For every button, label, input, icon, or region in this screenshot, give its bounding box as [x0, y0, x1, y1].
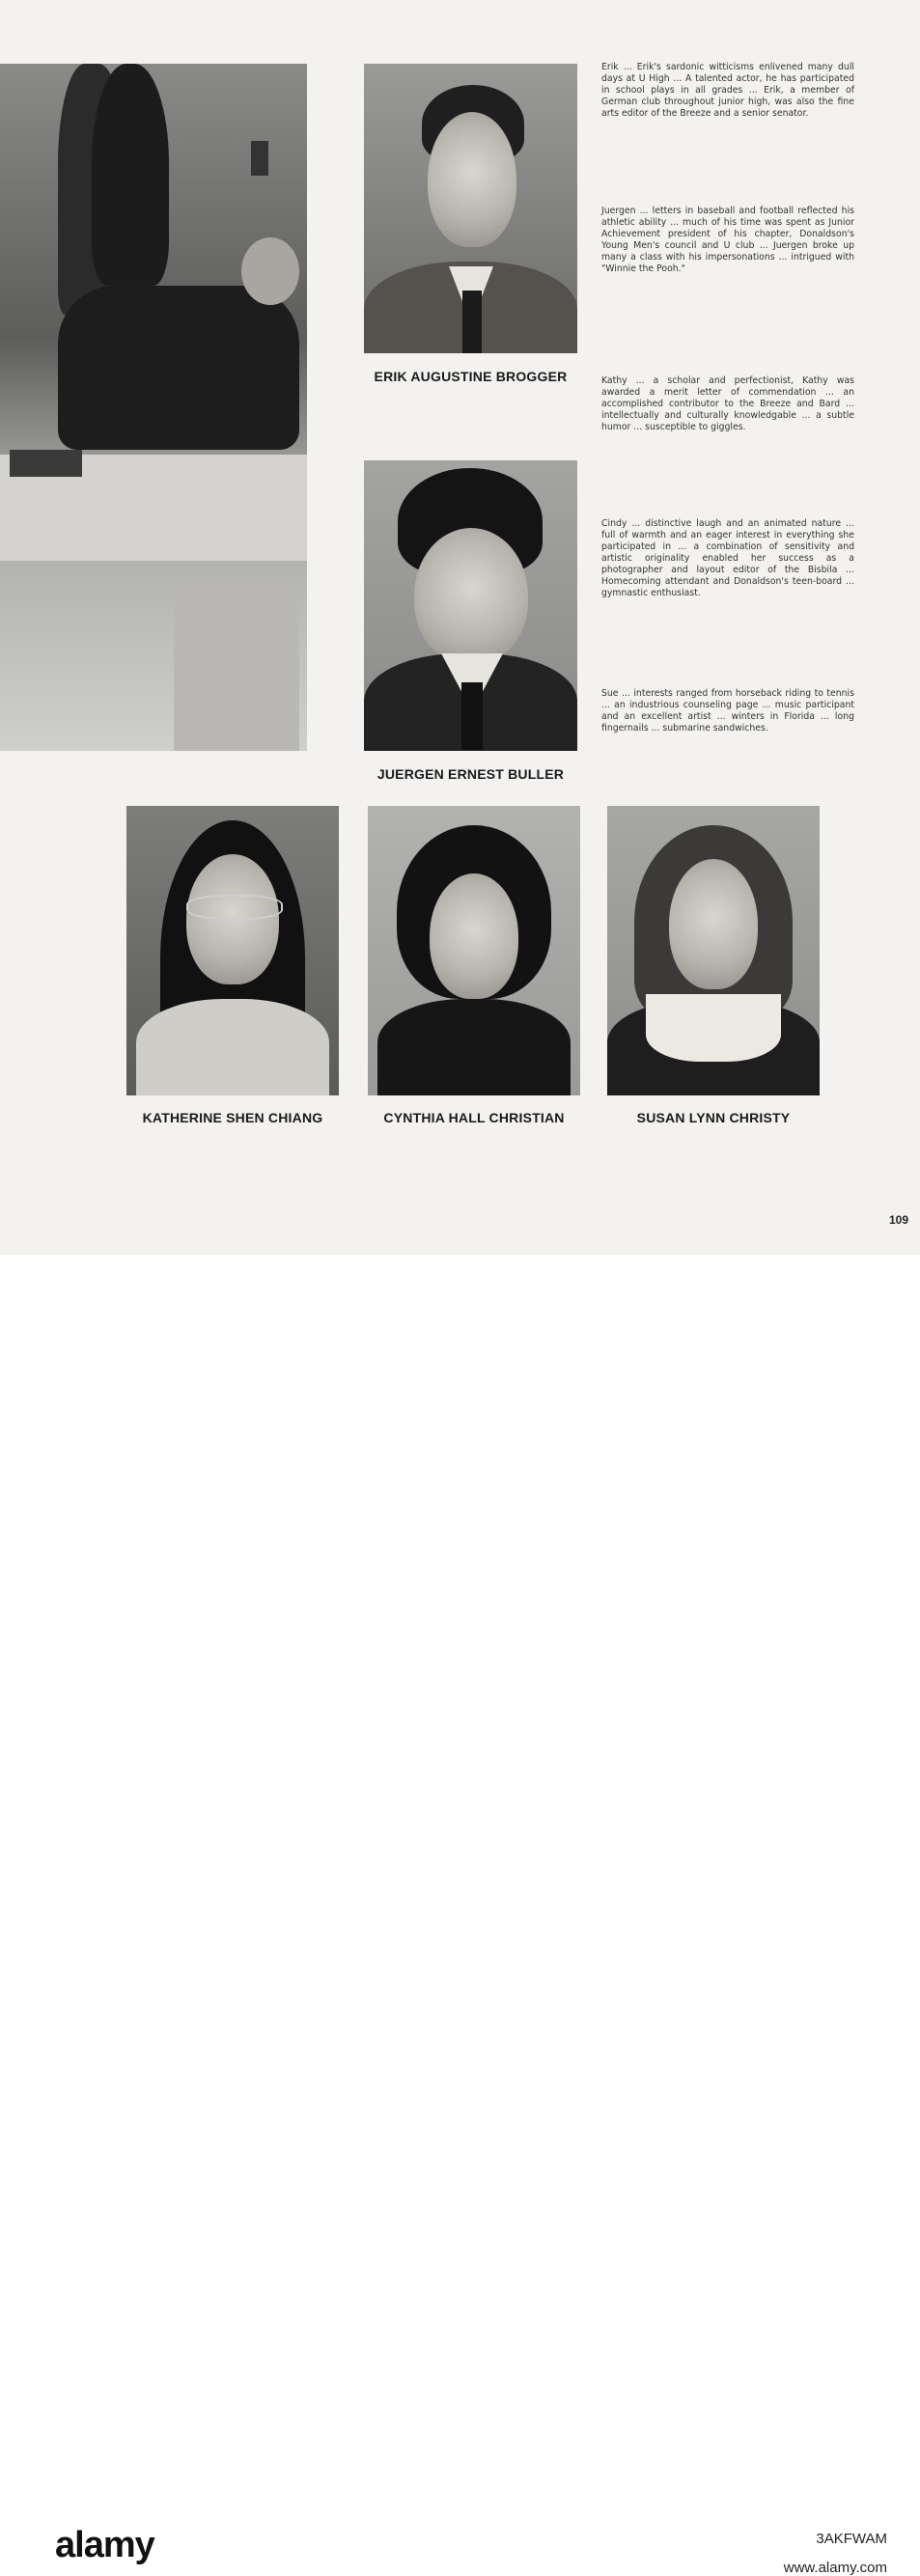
- image-url: www.alamy.com: [783, 2560, 887, 2576]
- student-name-susan: SUSAN LYNN CHRISTY: [636, 1110, 791, 1125]
- student-name-katherine: KATHERINE SHEN CHIANG: [142, 1110, 323, 1125]
- bio-juergen: Juergen ... letters in baseball and football reflected his athletic ability ... much of his time was spent as Junior Achievement president of his chapter, Donaldson's Young Men's council and U club ... Juergen broke up many a class with his impersonations ... intrigued with "Winnie the Pooh.": [601, 206, 854, 274]
- image-id: 3AKFWAM: [816, 2531, 887, 2547]
- bio-cindy: Cindy ... distinctive laugh and an animated nature ... full of warmth and an eager interest in everything she participated in ... a combination of sensitivity and artistic originality enabled her success as a photographer and layout editor of the Bisbila ... Homecoming attendant and Donaldson's teen-board ... gymnastic enthusiast.: [601, 518, 854, 598]
- portrait-katherine: [126, 806, 339, 1095]
- student-name-cynthia: CYNTHIA HALL CHRISTIAN: [383, 1110, 565, 1125]
- bio-sue: Sue ... interests ranged from horseback riding to tennis ... an industrious counseling page ... music participant and an excellent artist ... winters in Florida ... long fingernails ... submarine sandwiches.: [601, 688, 854, 734]
- student-name-juergen: JUERGEN ERNEST BULLER: [376, 766, 565, 782]
- portrait-susan: [607, 806, 820, 1095]
- page-number: 109: [889, 1213, 909, 1227]
- portrait-juergen: [364, 460, 577, 751]
- yearbook-page: [0, 0, 920, 1255]
- candid-classroom-photo: [0, 64, 307, 751]
- bio-erik: Erik ... Erik's sardonic witticisms enlivened many dull days at U High ... A talented actor, he has participated in school plays in all grades ... Erik, a member of German club throughout junior high, was also the fine arts editor of the Breeze and a senior senator.: [601, 62, 854, 119]
- portrait-cynthia: [368, 806, 580, 1095]
- portrait-erik: [364, 64, 577, 353]
- bio-kathy: Kathy ... a scholar and perfectionist, Kathy was awarded a merit letter of commendation ... an accomplished contributor to the Breeze and Bard ... intellectually and culturally knowledgable ... a subtle humor ... susceptible to giggles.: [601, 375, 854, 432]
- student-name-erik: ERIK AUGUSTINE BROGGER: [374, 369, 568, 384]
- alamy-logo: alamy: [55, 2525, 154, 2565]
- watermark-banner: [0, 1255, 920, 2576]
